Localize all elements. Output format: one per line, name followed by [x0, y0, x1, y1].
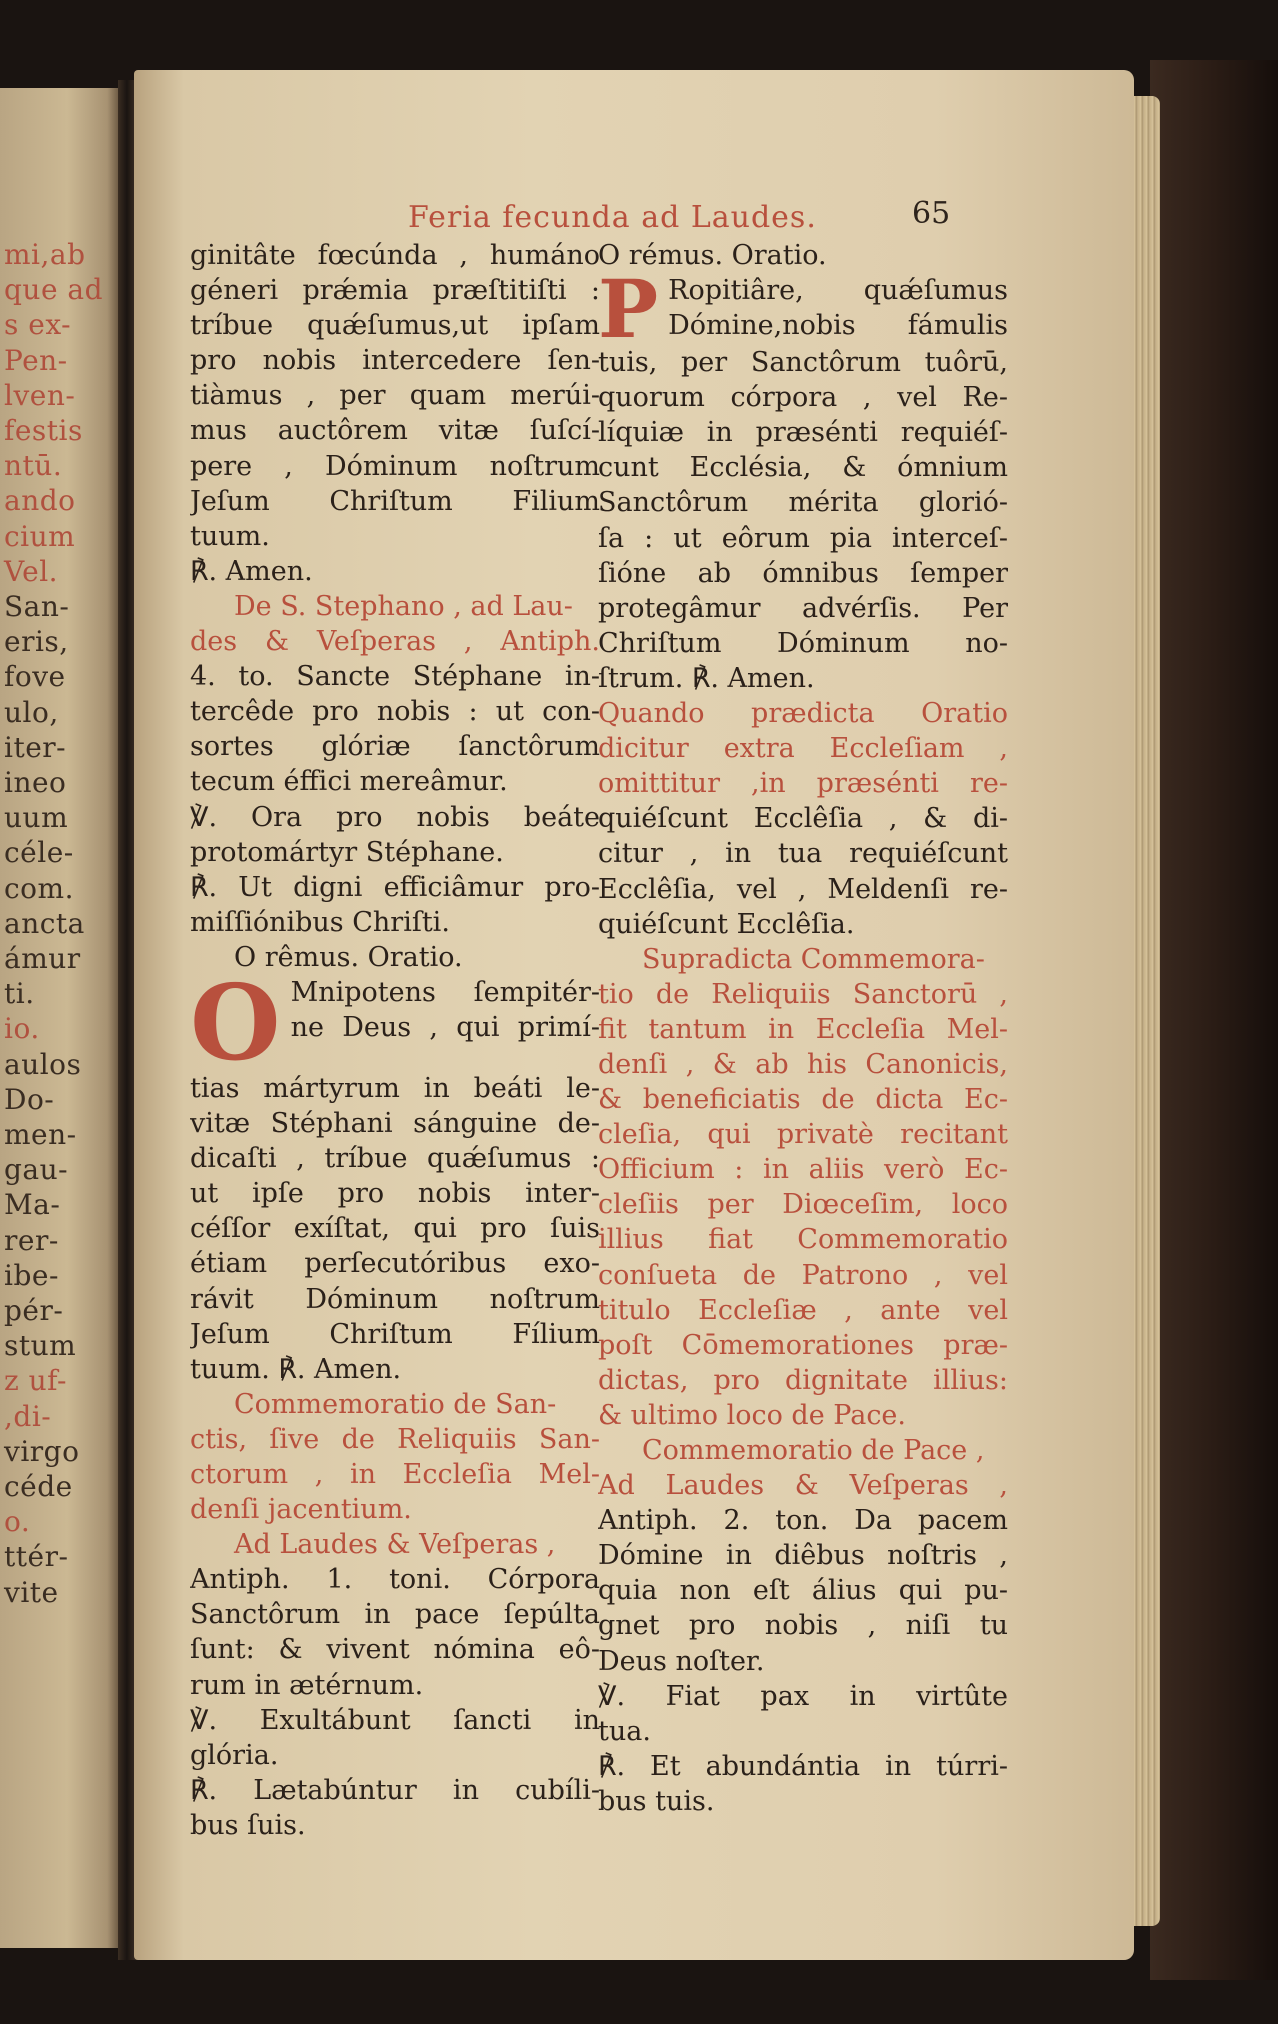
text-line: ℟. Et abundántia in túrri- [598, 1750, 1008, 1782]
left-page-fragment: s ex- [4, 308, 72, 342]
text-line: Officium : in aliis verò Ec- [598, 1154, 1008, 1186]
text-line: pere , Dóminum noſtrum [190, 450, 600, 482]
left-page-fragment: ineo [4, 766, 67, 799]
left-page-fragment: que ad [4, 273, 104, 307]
text-line: mus auctôrem vitæ ſuſcí- [190, 415, 600, 447]
text-line: rávit Dóminum noſtrum [190, 1283, 600, 1315]
text-line: tias mártyrum in beáti le- [190, 1072, 600, 1104]
text-line: protomártyr Stéphane. [190, 836, 504, 868]
text-line: quiéſcunt Ecclêſia , & di- [598, 803, 1008, 835]
text-line: Mnipotens ſempitér- [290, 976, 600, 1008]
text-line: & ultimo loco de Pace. [598, 1399, 906, 1431]
text-line: ſunt: & vivent nómina eô- [190, 1634, 600, 1666]
text-line: ne Deus , qui primí- [290, 1012, 600, 1044]
text-line: & beneficiatis de dicta Ec- [598, 1084, 1008, 1116]
left-column [190, 238, 600, 1843]
text-line: étiam perſecutóribus exo- [190, 1248, 600, 1280]
left-page-fragment: ancta [4, 906, 85, 940]
text-line: dicitur extra Eccleſiam , [598, 733, 1008, 765]
text-line: Quando prædicta Oratio [598, 698, 1008, 730]
left-page [0, 88, 122, 1948]
left-page-fragment: virgo [4, 1434, 80, 1468]
text-line: ℟. Ut digni efficiâmur pro- [190, 871, 600, 903]
text-line: denſi jacentium. [190, 1494, 412, 1526]
left-page-fragment: mi,ab [4, 238, 86, 271]
left-page-fragment: io. [4, 1012, 40, 1046]
drop-initial-block [598, 262, 1008, 357]
text-line: illius fiat Commemoratio [598, 1224, 1008, 1256]
text-line: tercêde pro nobis : ut con- [190, 696, 600, 728]
text-line: tríbue quǽſumus,ut ipſam [190, 310, 600, 342]
text-line: Ropitiâre, quǽſumus [668, 275, 1008, 307]
left-page-fragment: fove [4, 660, 66, 694]
text-line: Sanctôrum mérita glorió- [598, 487, 1008, 519]
text-line: ſtrum. ℟. Amen. [598, 662, 815, 694]
text-line: Chriſtum Dóminum no- [598, 627, 1008, 659]
text-line: bus ſuis. [190, 1809, 306, 1841]
text-line: O rémus. Oratio. [598, 240, 827, 271]
text-line: ℣. Exultábunt ſancti in [190, 1704, 600, 1736]
text-line: citur , in tua requiéſcunt [598, 838, 1008, 870]
drop-initial-o: O [190, 960, 281, 1084]
drop-initial-block [190, 960, 600, 1084]
text-line: Deus noſter. [598, 1645, 765, 1677]
text-line: tecum éffici mereâmur. [190, 766, 508, 798]
text-line: Jeſum Chriſtum Fílium [190, 1318, 600, 1350]
text-line: miſſiónibus Chriſti. [190, 906, 450, 938]
text-line: Ad Laudes & Veſperas , [234, 1529, 556, 1561]
text-line: ſa : ut eôrum pia interceſ- [598, 522, 1008, 554]
left-page-fragment: vite [4, 1575, 59, 1609]
text-line: ℣. Ora pro nobis beáte [190, 801, 600, 833]
text-line: pro nobis intercedere ſen- [190, 345, 600, 377]
text-line: Ad Laudes & Veſperas , [598, 1470, 1008, 1502]
text-line: céſſor exíſtat, qui pro ſuis [190, 1213, 600, 1245]
text-line: ctorum , in Eccleſia Mel- [190, 1459, 600, 1490]
left-page-fragment: ttér- [4, 1540, 69, 1574]
text-line: ſióne ab ómnibus ſemper [598, 557, 1008, 589]
left-page-fragment: ,di- [4, 1399, 52, 1433]
left-page-fragment: aulos [4, 1047, 82, 1081]
left-page-fragment: Vel. [4, 554, 59, 588]
text-line: Jeſum Chriſtum Filium [190, 485, 600, 517]
text-line: poſt Cōmemorationes præ- [598, 1329, 1008, 1361]
left-page-fragment: ti. [4, 977, 35, 1011]
left-page-fragment: eris, [4, 625, 69, 659]
text-line: ginitâte fœcúnda , humáno [190, 240, 600, 271]
text-line: ctis, ſive de Reliquiis San- [190, 1423, 600, 1455]
text-line: ut ipſe pro nobis inter- [190, 1178, 600, 1210]
left-page-fragment: uum [4, 801, 69, 835]
text-line: quorum córpora , vel Re- [598, 382, 1008, 414]
text-line: Ecclêſia, vel , Meldenſi re- [598, 873, 1008, 905]
left-page-fragment: pér- [4, 1294, 64, 1327]
text-line: bus tuis. [598, 1785, 715, 1817]
book-cover [1150, 60, 1278, 1980]
page-number: 65 [912, 196, 951, 231]
text-line: ℟. Lætabúntur in cubíli- [190, 1774, 600, 1806]
text-line: Commemoratio de San- [234, 1388, 557, 1420]
text-line: tiàmus , per quam merúi- [190, 380, 600, 412]
text-line: tua. [598, 1715, 651, 1747]
text-line: titulo Eccleſiæ , ante vel [598, 1294, 1008, 1326]
left-page-fragment: San- [4, 590, 70, 623]
text-line: Antiph. 2. ton. Da pacem [598, 1505, 1008, 1537]
text-line: gnet pro nobis , niſi tu [598, 1610, 1008, 1642]
text-line: cleſia, qui privatè recitant [598, 1119, 1008, 1151]
left-page-fragment: cium [4, 519, 76, 553]
left-page-fragment: ulo, [4, 695, 59, 729]
text-line: quia non eſt álius qui pu- [598, 1575, 1008, 1607]
text-line: quiéſcunt Ecclêſia. [598, 908, 855, 940]
left-page-fragment: gau- [4, 1153, 69, 1187]
left-page-fragment: com. [4, 871, 74, 905]
text-line: protegâmur advérſis. Per [598, 592, 1008, 624]
text-line: 4. to. Sancte Stéphane in- [190, 661, 600, 693]
left-page-fragment: rer- [4, 1223, 59, 1257]
text-line: vitæ Stéphani sánguine de- [190, 1108, 600, 1140]
left-page-fragment: ibe- [4, 1258, 59, 1292]
text-line: O rêmus. Oratio. [234, 941, 463, 973]
text-line: Commemoratio de Pace , [642, 1435, 985, 1466]
left-page-fragment: festis [4, 414, 83, 447]
text-line: glória. [190, 1739, 279, 1771]
text-line: cleſiis per Diœceſim, loco [598, 1189, 1008, 1221]
text-line: rum in ætérnum. [190, 1669, 424, 1701]
text-line: cunt Ecclésia, & ómnium [598, 452, 1008, 484]
left-page-fragment: Ma- [4, 1188, 61, 1222]
left-page-fragment: céde [4, 1470, 73, 1503]
left-page-fragment: z uf- [4, 1364, 68, 1398]
right-column [598, 238, 1008, 1819]
text-line: sortes glóriæ ſanctôrum [190, 731, 600, 763]
text-line: Antiph. 1. toni. Córpora [190, 1564, 600, 1596]
drop-initial-p: P [598, 262, 659, 357]
text-line: tio de Reliquiis Sanctorū , [598, 978, 1008, 1010]
left-page-fragment: stum [4, 1329, 77, 1363]
text-line: tuis, per Sanctôrum tuôrū, [598, 347, 1008, 379]
text-line: ℣. Fiat pax in virtûte [598, 1680, 1008, 1712]
text-line: omittitur ,in præsénti re- [598, 768, 1008, 800]
left-page-fragment: Do- [4, 1082, 55, 1116]
left-page-fragment: lven- [4, 378, 76, 412]
text-line: fit tantum in Eccleſia Mel- [598, 1013, 1008, 1045]
text-line: conſueta de Patrono , vel [598, 1259, 1008, 1291]
left-page-fragment: ando [4, 484, 76, 518]
text-line: denſi , & ab his Canonicis, [598, 1048, 1008, 1080]
left-page-fragment: ámur [4, 942, 81, 975]
left-page-fragment: ntū. [4, 449, 63, 483]
text-line: dicaſti , tríbue quǽſumus : [190, 1143, 600, 1175]
text-line: Sanctôrum in pace ſepúlta [190, 1599, 600, 1631]
text-line: líquiæ in præsénti requiéſ- [598, 417, 1008, 449]
left-page-fragment: men- [4, 1118, 77, 1151]
text-line: Dómine,nobis fámulis [668, 310, 1008, 342]
text-line: dictas, pro dignitate illius: [598, 1364, 1008, 1396]
text-line: tuum. ℟. Amen. [190, 1353, 402, 1385]
left-page-fragment: o. [4, 1505, 31, 1539]
left-page-fragment: Pen- [4, 343, 68, 377]
text-line: Dómine in diêbus noſtris , [598, 1540, 1008, 1572]
text-line: Supradicta Commemora- [642, 943, 985, 975]
text-line: des & Veſperas , Antiph. [190, 626, 600, 658]
left-page-fragment: iter- [4, 730, 67, 764]
text-line: géneri prǽmia præſtitiſti : [190, 275, 600, 307]
text-line: tuum. [190, 520, 270, 552]
running-title: Feria fecunda ad Laudes. [408, 200, 817, 235]
text-line: ℟. Amen. [190, 555, 313, 587]
text-line: De S. Stephano , ad Lau- [234, 590, 573, 622]
left-page-fragment: céle- [4, 836, 74, 870]
